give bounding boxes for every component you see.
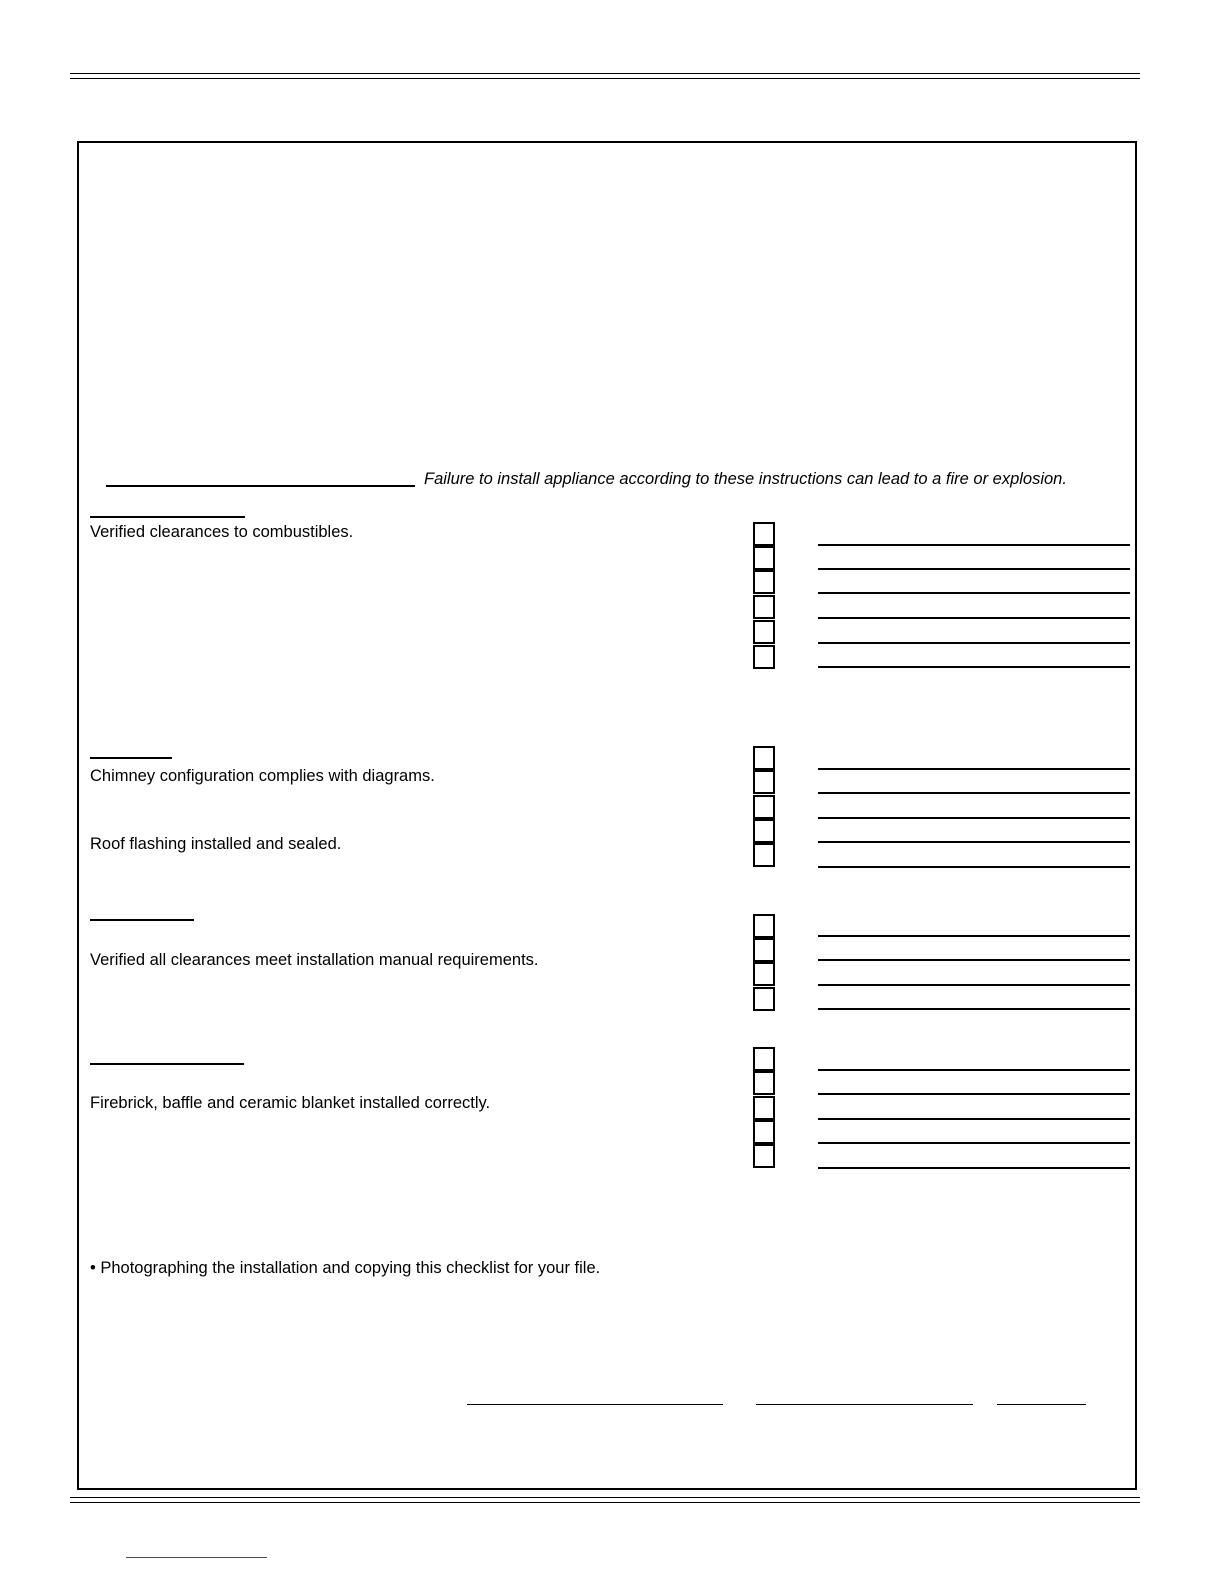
fill-in-line[interactable] [818,866,1130,868]
checkbox[interactable] [753,1096,775,1120]
checkbox[interactable] [753,914,775,938]
checkbox[interactable] [753,620,775,644]
fill-in-line[interactable] [818,959,1130,961]
fill-in-line[interactable] [818,1167,1130,1169]
section-heading-underline-chimney [90,757,172,759]
checkbox[interactable] [753,522,775,546]
section-heading-underline-manual [90,919,194,921]
checkbox[interactable] [753,546,775,570]
checkbox[interactable] [753,1144,775,1168]
checklist-item-clearances: Verified clearances to combustibles. [90,523,354,541]
checkbox[interactable] [753,1047,775,1071]
checklist-frame [77,141,1137,1490]
checkbox[interactable] [753,770,775,794]
fill-in-line[interactable] [818,666,1130,668]
checkbox[interactable] [753,595,775,619]
checkbox[interactable] [753,746,775,770]
fill-in-line[interactable] [818,544,1130,546]
checkbox[interactable] [753,843,775,867]
checkbox[interactable] [753,570,775,594]
signature-line-company[interactable] [756,1404,973,1405]
warning-label-blank [106,485,415,487]
fill-in-line[interactable] [818,768,1130,770]
footer-rule-top [70,1497,1140,1498]
header-rule-top [70,73,1140,74]
fill-in-line[interactable] [818,1069,1130,1071]
fill-in-line[interactable] [818,984,1130,986]
checkbox[interactable] [753,819,775,843]
signature-line-installer[interactable] [467,1404,723,1405]
checkbox[interactable] [753,1071,775,1095]
fill-in-line[interactable] [818,1118,1130,1120]
footer-link[interactable] [126,1557,267,1558]
fill-in-line[interactable] [818,817,1130,819]
fill-in-line[interactable] [818,568,1130,570]
fill-in-line[interactable] [818,617,1130,619]
fill-in-line[interactable] [818,1008,1130,1010]
fill-in-line[interactable] [818,642,1130,644]
recommendation-bullet: • Photographing the installation and copying this checklist for your file. [90,1259,601,1277]
header-rule-bottom [70,78,1140,79]
section-heading-underline-clearances [90,516,245,518]
signature-line-date[interactable] [997,1404,1086,1405]
checkbox[interactable] [753,1120,775,1144]
checklist-item-manual-clearances: Verified all clearances meet installation manual requirements. [90,951,539,969]
checkbox[interactable] [753,795,775,819]
fill-in-line[interactable] [818,592,1130,594]
checkbox[interactable] [753,962,775,986]
fill-in-line[interactable] [818,792,1130,794]
checklist-item-chimney-configuration: Chimney configuration complies with diagrams. [90,767,435,785]
checklist-item-roof-flashing: Roof flashing installed and sealed. [90,835,342,853]
section-heading-underline-firebox [90,1063,244,1065]
fill-in-line[interactable] [818,1093,1130,1095]
fill-in-line[interactable] [818,1142,1130,1144]
fill-in-line[interactable] [818,841,1130,843]
checkbox[interactable] [753,938,775,962]
fill-in-line[interactable] [818,935,1130,937]
footer-rule-bottom [70,1502,1140,1503]
checklist-item-firebrick: Firebrick, baffle and ceramic blanket installed correctly. [90,1094,491,1112]
warning-text: Failure to install appliance according to these instructions can lead to a fire or explosion. [424,470,1067,488]
checkbox[interactable] [753,987,775,1011]
checkbox[interactable] [753,645,775,669]
